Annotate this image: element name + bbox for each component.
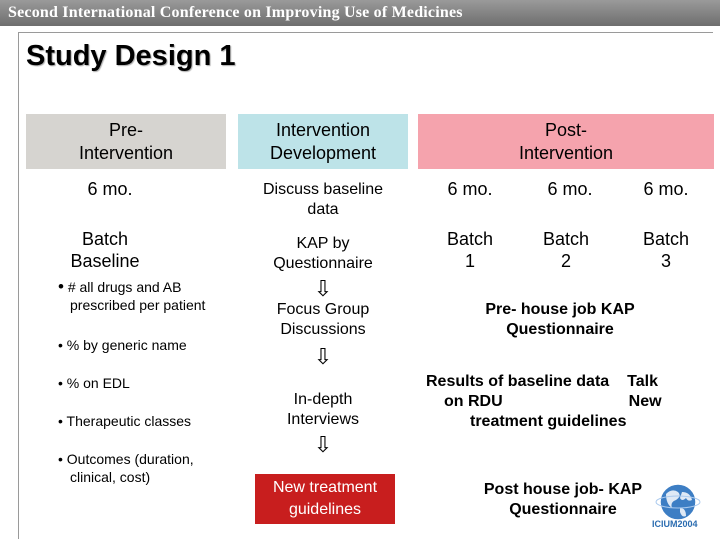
pre-item-3-line1: % on EDL xyxy=(66,375,130,391)
dev-kap-line2: Questionnaire xyxy=(273,255,373,272)
post-post-house-line1: Post house job- KAP xyxy=(483,481,643,498)
header-post-intervention xyxy=(418,114,714,169)
header-dev-line2: Development xyxy=(269,142,377,163)
pre-item-3 xyxy=(58,374,130,392)
pre-duration: 6 mo. xyxy=(87,179,133,199)
pre-item-2 xyxy=(58,336,187,354)
dev-kap-line1: KAP by xyxy=(296,235,350,252)
post-batch-3 xyxy=(626,228,706,272)
dev-focus-group xyxy=(238,300,408,340)
header-post-line2: Intervention xyxy=(518,142,614,163)
pre-item-4 xyxy=(58,412,191,430)
dev-indepth-line1: In-depth xyxy=(293,391,353,408)
post-results-line2a: on RDU xyxy=(444,393,503,410)
post-pre-house-line1: Pre- house job KAP xyxy=(485,301,635,318)
pre-item-5-line2: clinical, cost) xyxy=(70,469,151,485)
header-pre-line1: Pre- xyxy=(108,119,143,140)
pre-item-4-line1: Therapeutic classes xyxy=(66,413,192,429)
dev-discuss-line1: Discuss baseline xyxy=(262,181,384,198)
down-arrow-icon: ⇩ xyxy=(313,344,333,369)
post-batch3-duration: 6 mo. xyxy=(643,179,689,199)
post-batch-1 xyxy=(430,228,510,272)
bullet: • xyxy=(58,413,63,429)
post-results-line1b: Talk xyxy=(627,373,658,390)
pre-batch-line2: Baseline xyxy=(70,251,140,271)
header-intervention-development xyxy=(238,114,408,169)
bullet: • xyxy=(58,277,64,296)
header-pre-intervention xyxy=(26,114,226,169)
pre-item-1-line2: prescribed per patient xyxy=(70,297,206,313)
post-results-line2b: New xyxy=(628,393,662,410)
pre-item-5-line1: Outcomes (duration, xyxy=(66,451,194,467)
new-guide-line2: guidelines xyxy=(288,501,362,518)
icium-logo-text: ICIUM2004 xyxy=(652,519,698,529)
dev-focus-line2: Discussions xyxy=(280,321,366,338)
new-treatment-guidelines-box xyxy=(255,474,395,524)
post-batch1-duration: 6 mo. xyxy=(447,179,493,199)
header-pre-line2: Intervention xyxy=(78,142,174,163)
icium-logo xyxy=(650,480,706,530)
post-batch1-num: 1 xyxy=(464,251,475,271)
post-batch1-label: Batch xyxy=(446,229,494,249)
pre-batch-line1: Batch xyxy=(81,229,129,249)
post-batch3-label: Batch xyxy=(642,229,690,249)
post-batch-2 xyxy=(526,228,606,272)
slide-title: Study Design 1 xyxy=(26,40,236,72)
dev-indepth-line2: Interviews xyxy=(286,411,360,428)
dev-focus-line1: Focus Group xyxy=(276,301,370,318)
conference-banner-text: Second International Conference on Improving Use of Medicines xyxy=(8,4,463,21)
post-pre-house-line2: Questionnaire xyxy=(506,321,614,338)
conference-banner xyxy=(0,0,720,26)
pre-item-2-line1: % by generic name xyxy=(66,337,187,353)
header-post-line1: Post- xyxy=(544,119,587,140)
bullet: • xyxy=(58,375,63,391)
pre-item-1 xyxy=(58,278,205,314)
bullet: • xyxy=(58,451,63,467)
pre-batch-baseline xyxy=(55,228,155,272)
header-dev-line1: Intervention xyxy=(275,119,371,140)
post-batch2-num: 2 xyxy=(560,251,571,271)
bullet: • xyxy=(58,337,63,353)
post-post-house-kap xyxy=(446,480,680,520)
post-results-baseline xyxy=(426,372,692,432)
post-pre-house-kap xyxy=(440,300,680,340)
post-results-line1a: Results of baseline data xyxy=(426,373,610,390)
down-arrow-icon: ⇩ xyxy=(313,432,333,457)
pre-item-5 xyxy=(58,450,194,486)
down-arrow-icon: ⇩ xyxy=(313,276,333,301)
pre-item-1-line1: # all drugs and AB xyxy=(67,279,182,295)
dev-discuss-baseline xyxy=(238,180,408,220)
dev-discuss-line2: data xyxy=(307,201,339,218)
dev-kap-questionnaire xyxy=(238,234,408,274)
new-guide-line1: New treatment xyxy=(272,479,378,496)
post-post-house-line2: Questionnaire xyxy=(509,501,617,518)
post-batch2-duration: 6 mo. xyxy=(547,179,593,199)
post-batch3-num: 3 xyxy=(660,251,671,271)
dev-indepth-interviews xyxy=(238,390,408,430)
post-results-line3: treatment guidelines xyxy=(470,413,627,430)
post-batch2-label: Batch xyxy=(542,229,590,249)
